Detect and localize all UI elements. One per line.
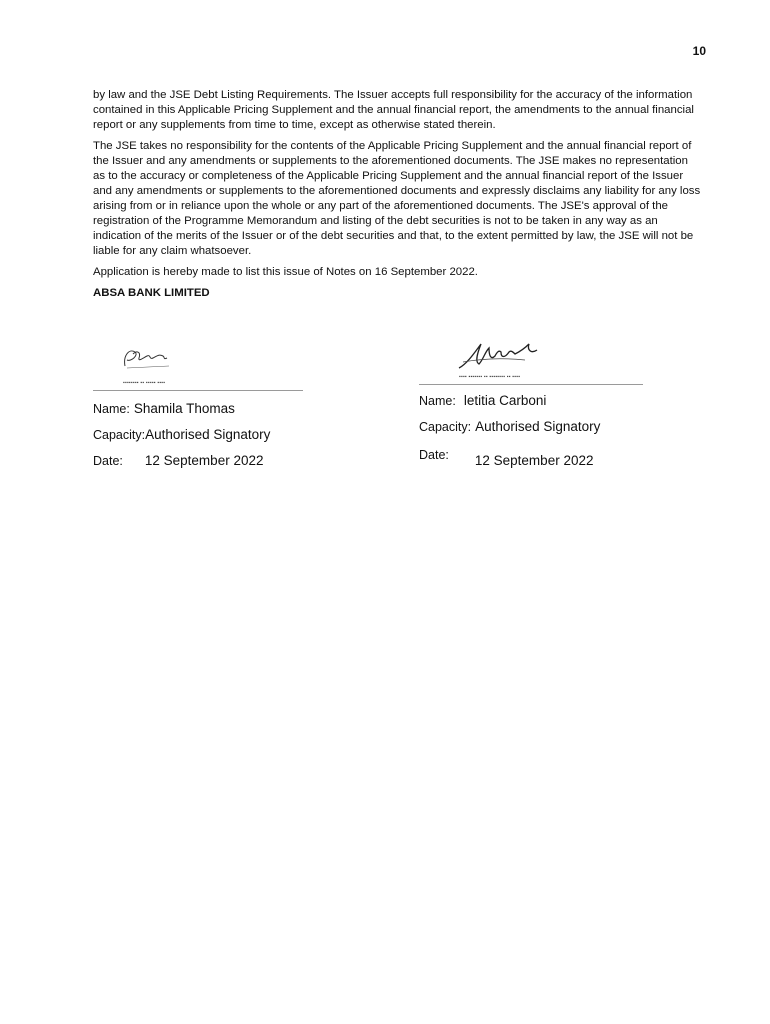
capacity-label: Capacity: xyxy=(93,428,146,442)
paragraph-application: Application is hereby made to list this issue of Notes on 16 September 2022. xyxy=(93,266,478,278)
signature-image-left xyxy=(93,344,333,388)
name-label: Name: xyxy=(419,394,456,408)
signature-line-left xyxy=(93,390,303,391)
capacity-row-left xyxy=(93,427,333,443)
name-row-left xyxy=(93,401,333,417)
paragraph-responsibility: by law and the JSE Debt Listing Requirements. The Issuer accepts full responsibility for the accuracy of the information contained in this Applicable Pricing Supplement and the annual financial report, the amendments to the annual financial report or any supplements from time to time, except as otherwise stated therein. xyxy=(93,89,694,131)
signature-caption-right: ▪▪▪▪ ▪▪▪▪▪▪▪ ▪▪ ▪▪▪▪▪▪▪▪ ▪▪ ▪▪▪▪ xyxy=(459,374,521,380)
name-row-right xyxy=(419,393,659,409)
signature-caption-left: ▪▪▪▪▪▪▪▪ ▪▪ ▪▪▪▪▪ ▪▪▪▪ xyxy=(123,380,166,386)
signatory-capacity-left: Authorised Signatory xyxy=(145,427,271,442)
signatory-name-right: letitia Carboni xyxy=(463,393,547,408)
signature-line-right xyxy=(419,384,643,385)
handwritten-signature-icon xyxy=(455,338,565,374)
signature-block-right xyxy=(419,338,659,468)
signature-image-right xyxy=(419,338,659,382)
handwritten-signature-icon xyxy=(119,344,189,374)
paragraph-jse-disclaimer: The JSE takes no responsibility for the contents of the Applicable Pricing Supplement and the annual financial report of the Issuer and any amendments or supplements to the aforementioned documents. The JSE makes no representation as to the accuracy or completeness of the Applicable Pricing Supplement and the annual financial report of the Issuer and any amendments or supplements to the aforementioned documents and expressly disclaims any liability for any loss arising from or in reliance upon the whole or any part of the aforementioned documents. The JSE's approval of the registration of the Programme Memorandum and listing of the debt securities is not to be taken in any way as an indication of the merits of the Issuer or of the debt securities and that, to the extent permitted by law, the JSE will not be liable for any claim whatsoever. xyxy=(93,140,701,257)
date-label: Date: xyxy=(93,454,123,468)
name-label: Name: xyxy=(93,402,130,416)
issuer-name: ABSA BANK LIMITED xyxy=(93,287,210,299)
page-number: 10 xyxy=(692,44,706,58)
signatory-date-left: 12 September 2022 xyxy=(144,453,264,468)
signatory-date-right: 12 September 2022 xyxy=(474,453,594,468)
date-row-left xyxy=(93,453,333,469)
date-row-right xyxy=(419,447,659,468)
signature-block-left xyxy=(93,344,333,469)
signatory-name-left: Shamila Thomas xyxy=(133,401,235,416)
document-body xyxy=(93,88,701,301)
date-label: Date: xyxy=(419,448,449,462)
capacity-label: Capacity: xyxy=(419,420,472,434)
signatory-capacity-right: Authorised Signatory xyxy=(475,419,601,434)
capacity-row-right xyxy=(419,419,659,435)
